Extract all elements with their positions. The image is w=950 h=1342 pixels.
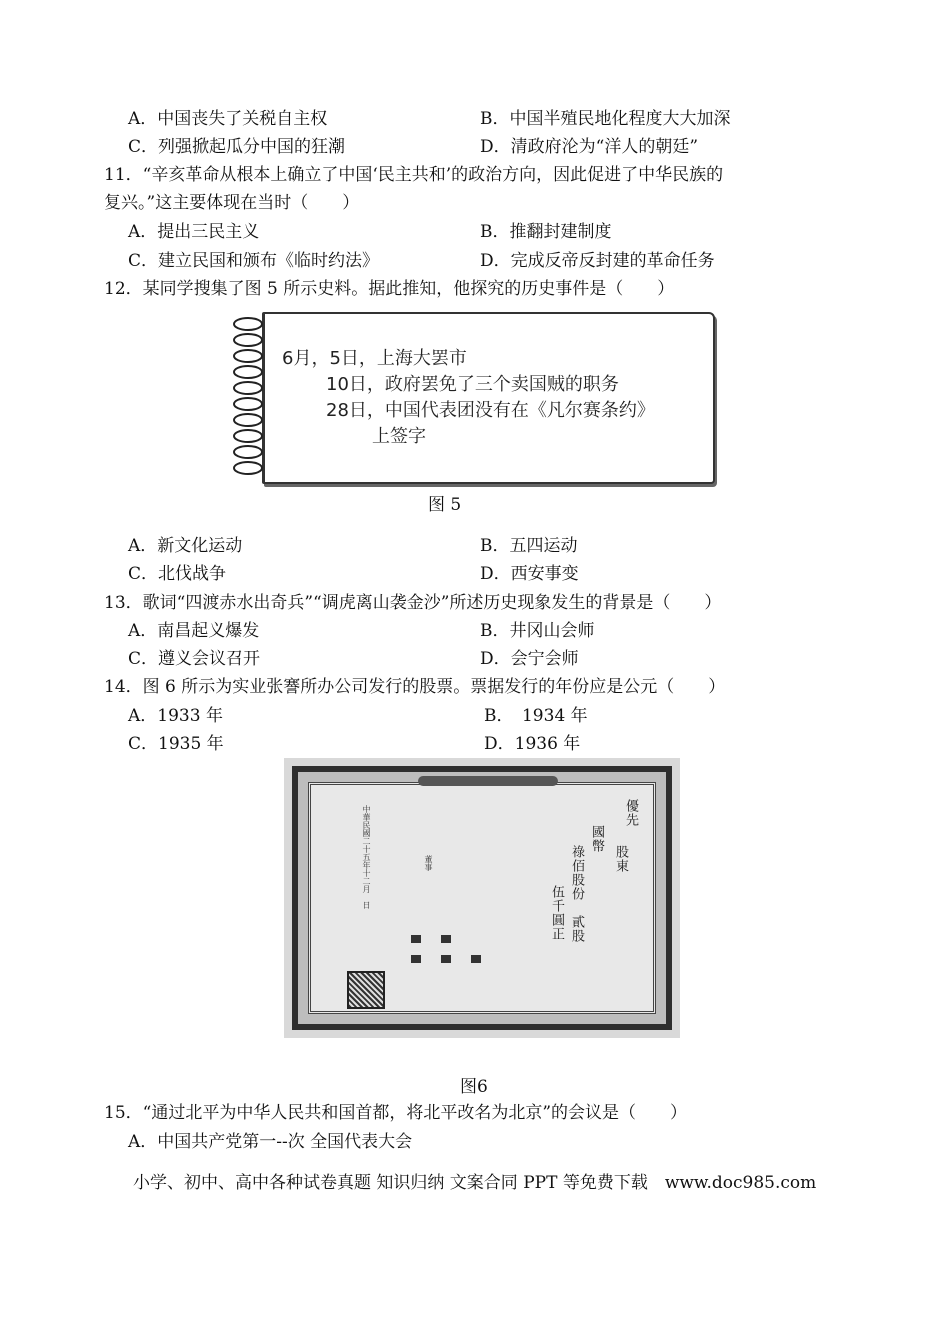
seal-stamp-icon <box>347 971 385 1009</box>
q14-option-c: C．1935 年 <box>128 734 224 754</box>
q12-option-d: D．西安事变 <box>480 564 579 584</box>
chop-mark-icon <box>441 955 451 963</box>
chop-mark-icon <box>441 935 451 943</box>
q11-option-b: B．推翻封建制度 <box>480 222 612 242</box>
chop-mark-icon <box>411 955 421 963</box>
q14-option-a: A．1933 年 <box>128 706 223 726</box>
q15-stem: 15．“通过北平为中华人民共和国首都，将北平改名为北京”的会议是（ ） <box>104 1103 688 1123</box>
fig5-line-4: 上签字 <box>372 426 426 447</box>
certificate-yuan-amount: 伍千圓正 <box>549 885 564 941</box>
figure-6-caption: 图6 <box>460 1077 488 1097</box>
q11-option-a: A．提出三民主义 <box>128 222 260 242</box>
q12-option-a: A．新文化运动 <box>128 536 243 556</box>
q13-stem: 13．歌词“四渡赤水出奇兵”“调虎离山袭金沙”所述历史现象发生的背景是（ ） <box>104 593 722 613</box>
fig5-line-2: 10日，政府罢免了三个卖国贼的职务 <box>326 374 619 395</box>
certificate-preferred-label: 優先 <box>623 799 638 827</box>
q10-option-c: C．列强掀起瓜分中国的狂潮 <box>128 137 346 157</box>
fig5-line-3: 28日，中国代表团没有在《凡尔赛条约》 <box>326 400 655 421</box>
q11-stem-cont: 复兴。”这主要体现在当时（ ） <box>104 193 360 213</box>
certificate-title-banner <box>418 776 558 786</box>
certificate-shares-amount: 祿佰股份 貳股 <box>569 845 584 943</box>
footer-text: 小学、初中、高中各种试卷真题 知识归纳 文案合同 PPT 等免费下载 www.doc985.com <box>133 1173 817 1193</box>
q12-option-b: B．五四运动 <box>480 536 578 556</box>
q12-option-c: C．北伐战争 <box>128 564 227 584</box>
q14-option-b: B． 1934 年 <box>484 706 588 726</box>
certificate-shareholder-label: 股東 <box>613 845 628 873</box>
q12-stem: 12．某同学搜集了图 5 所示史料。据此推知，他探究的历史事件是（ ） <box>104 279 675 299</box>
q15-option-a: A．中国共产党第一--次 全国代表大会 <box>128 1132 413 1152</box>
q14-stem: 14．图 6 所示为实业张謇所办公司发行的股票。票据发行的年份应是公元（ ） <box>104 677 726 697</box>
certificate-border <box>292 766 672 1030</box>
q11-stem: 11．“辛亥革命从根本上确立了中国‘民主共和’的政治方向，因此促进了中华民族的 <box>104 165 724 185</box>
q10-option-b: B．中国半殖民地化程度大大加深 <box>480 109 731 129</box>
figure-5-notebook <box>228 310 714 484</box>
q10-option-d: D．清政府沦为“洋人的朝廷” <box>480 137 699 157</box>
certificate-currency-label: 國幣 <box>589 825 604 853</box>
q13-option-d: D．会宁会师 <box>480 649 579 669</box>
q10-option-a: A．中国丧失了关税自主权 <box>128 109 328 129</box>
q13-option-c: C．遵义会议召开 <box>128 649 261 669</box>
figure-5-caption: 图 5 <box>428 495 462 515</box>
q13-option-b: B．井冈山会师 <box>480 621 595 641</box>
q11-option-d: D．完成反帝反封建的革命任务 <box>480 251 715 271</box>
chop-mark-icon <box>471 955 481 963</box>
q14-option-d: D．1936 年 <box>484 734 581 754</box>
q11-option-c: C．建立民国和颁布《临时约法》 <box>128 251 380 271</box>
certificate-date: 中華民國二十五年十二月 日 <box>362 805 371 909</box>
spiral-binding-icon <box>228 316 270 484</box>
certificate-directors-label: 董事 <box>424 855 433 871</box>
chop-mark-icon <box>411 935 421 943</box>
figure-6-stock-certificate <box>284 758 680 1038</box>
certificate-body <box>308 782 656 1014</box>
q13-option-a: A．南昌起义爆发 <box>128 621 260 641</box>
fig5-line-1: 6月，5日，上海大罢市 <box>282 348 467 369</box>
